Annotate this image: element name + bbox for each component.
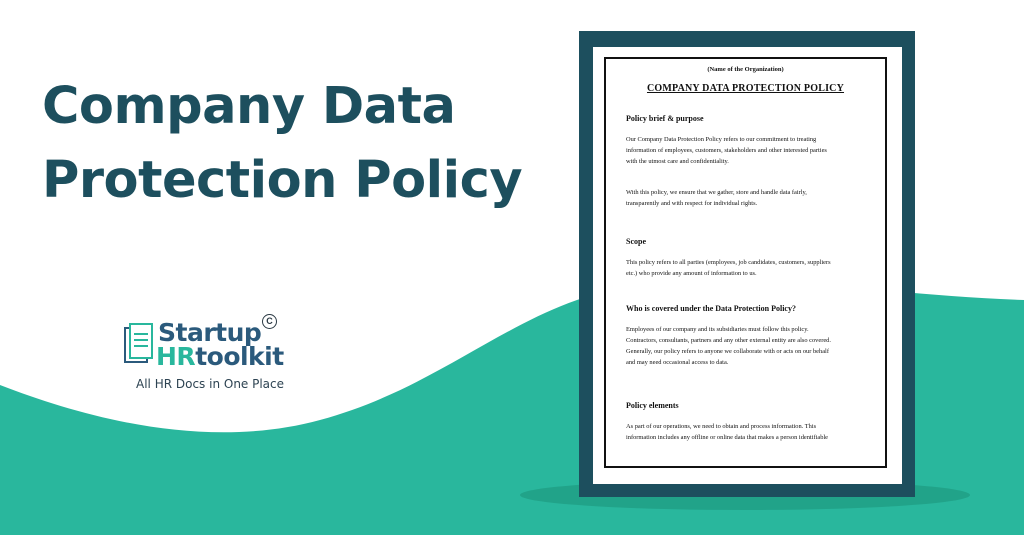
section-heading: Policy elements xyxy=(626,401,679,410)
title-line-1: Company Data xyxy=(42,77,456,136)
logo-hrtoolkit xyxy=(156,342,284,371)
section-paragraph: Employees of our company and its subsidiaries must follow this policy. Contractors, consultants, partners and any other external entity are also covered. Generally, our policy refers to anyone we collaborate with or acts on our behalf and may need occasional access to data. xyxy=(626,326,831,366)
logo-tagline: All HR Docs in One Place xyxy=(136,377,285,391)
organization-name: (Name of the Organization) xyxy=(707,66,784,73)
section-paragraph: Our Company Data Protection Policy refers to our commitment to treating information of employees, customers, stakeholders and other interested parties with the utmost care and confidentiality. xyxy=(626,136,827,165)
page-title xyxy=(42,70,542,218)
section-heading: Scope xyxy=(626,237,646,246)
section-paragraph: With this policy, we ensure that we gather, store and handle data fairly, transparently and with respect for individual rights. xyxy=(626,189,807,207)
startup-hr-toolkit-logo xyxy=(122,310,292,400)
title-line-2: Protection Policy xyxy=(42,151,523,210)
logo-startup: Startup xyxy=(158,318,262,347)
document-title: COMPANY DATA PROTECTION POLICY xyxy=(646,83,845,94)
section-paragraph: This policy refers to all parties (employees, job candidates, customers, suppliers etc.) who provide any amount of information to us. xyxy=(626,259,831,277)
section-paragraph: As part of our operations, we need to obtain and process information. This information includes any offline or online data that makes a person identifiable xyxy=(626,423,829,441)
document-icon xyxy=(124,322,154,366)
document-page xyxy=(604,57,887,468)
logo-hr: HR xyxy=(156,342,196,371)
logo-toolkit: toolkit xyxy=(195,342,284,371)
copyright-icon: C xyxy=(262,314,277,329)
section-heading: Policy brief & purpose xyxy=(626,114,704,123)
section-heading: Who is covered under the Data Protection Policy? xyxy=(626,304,796,313)
